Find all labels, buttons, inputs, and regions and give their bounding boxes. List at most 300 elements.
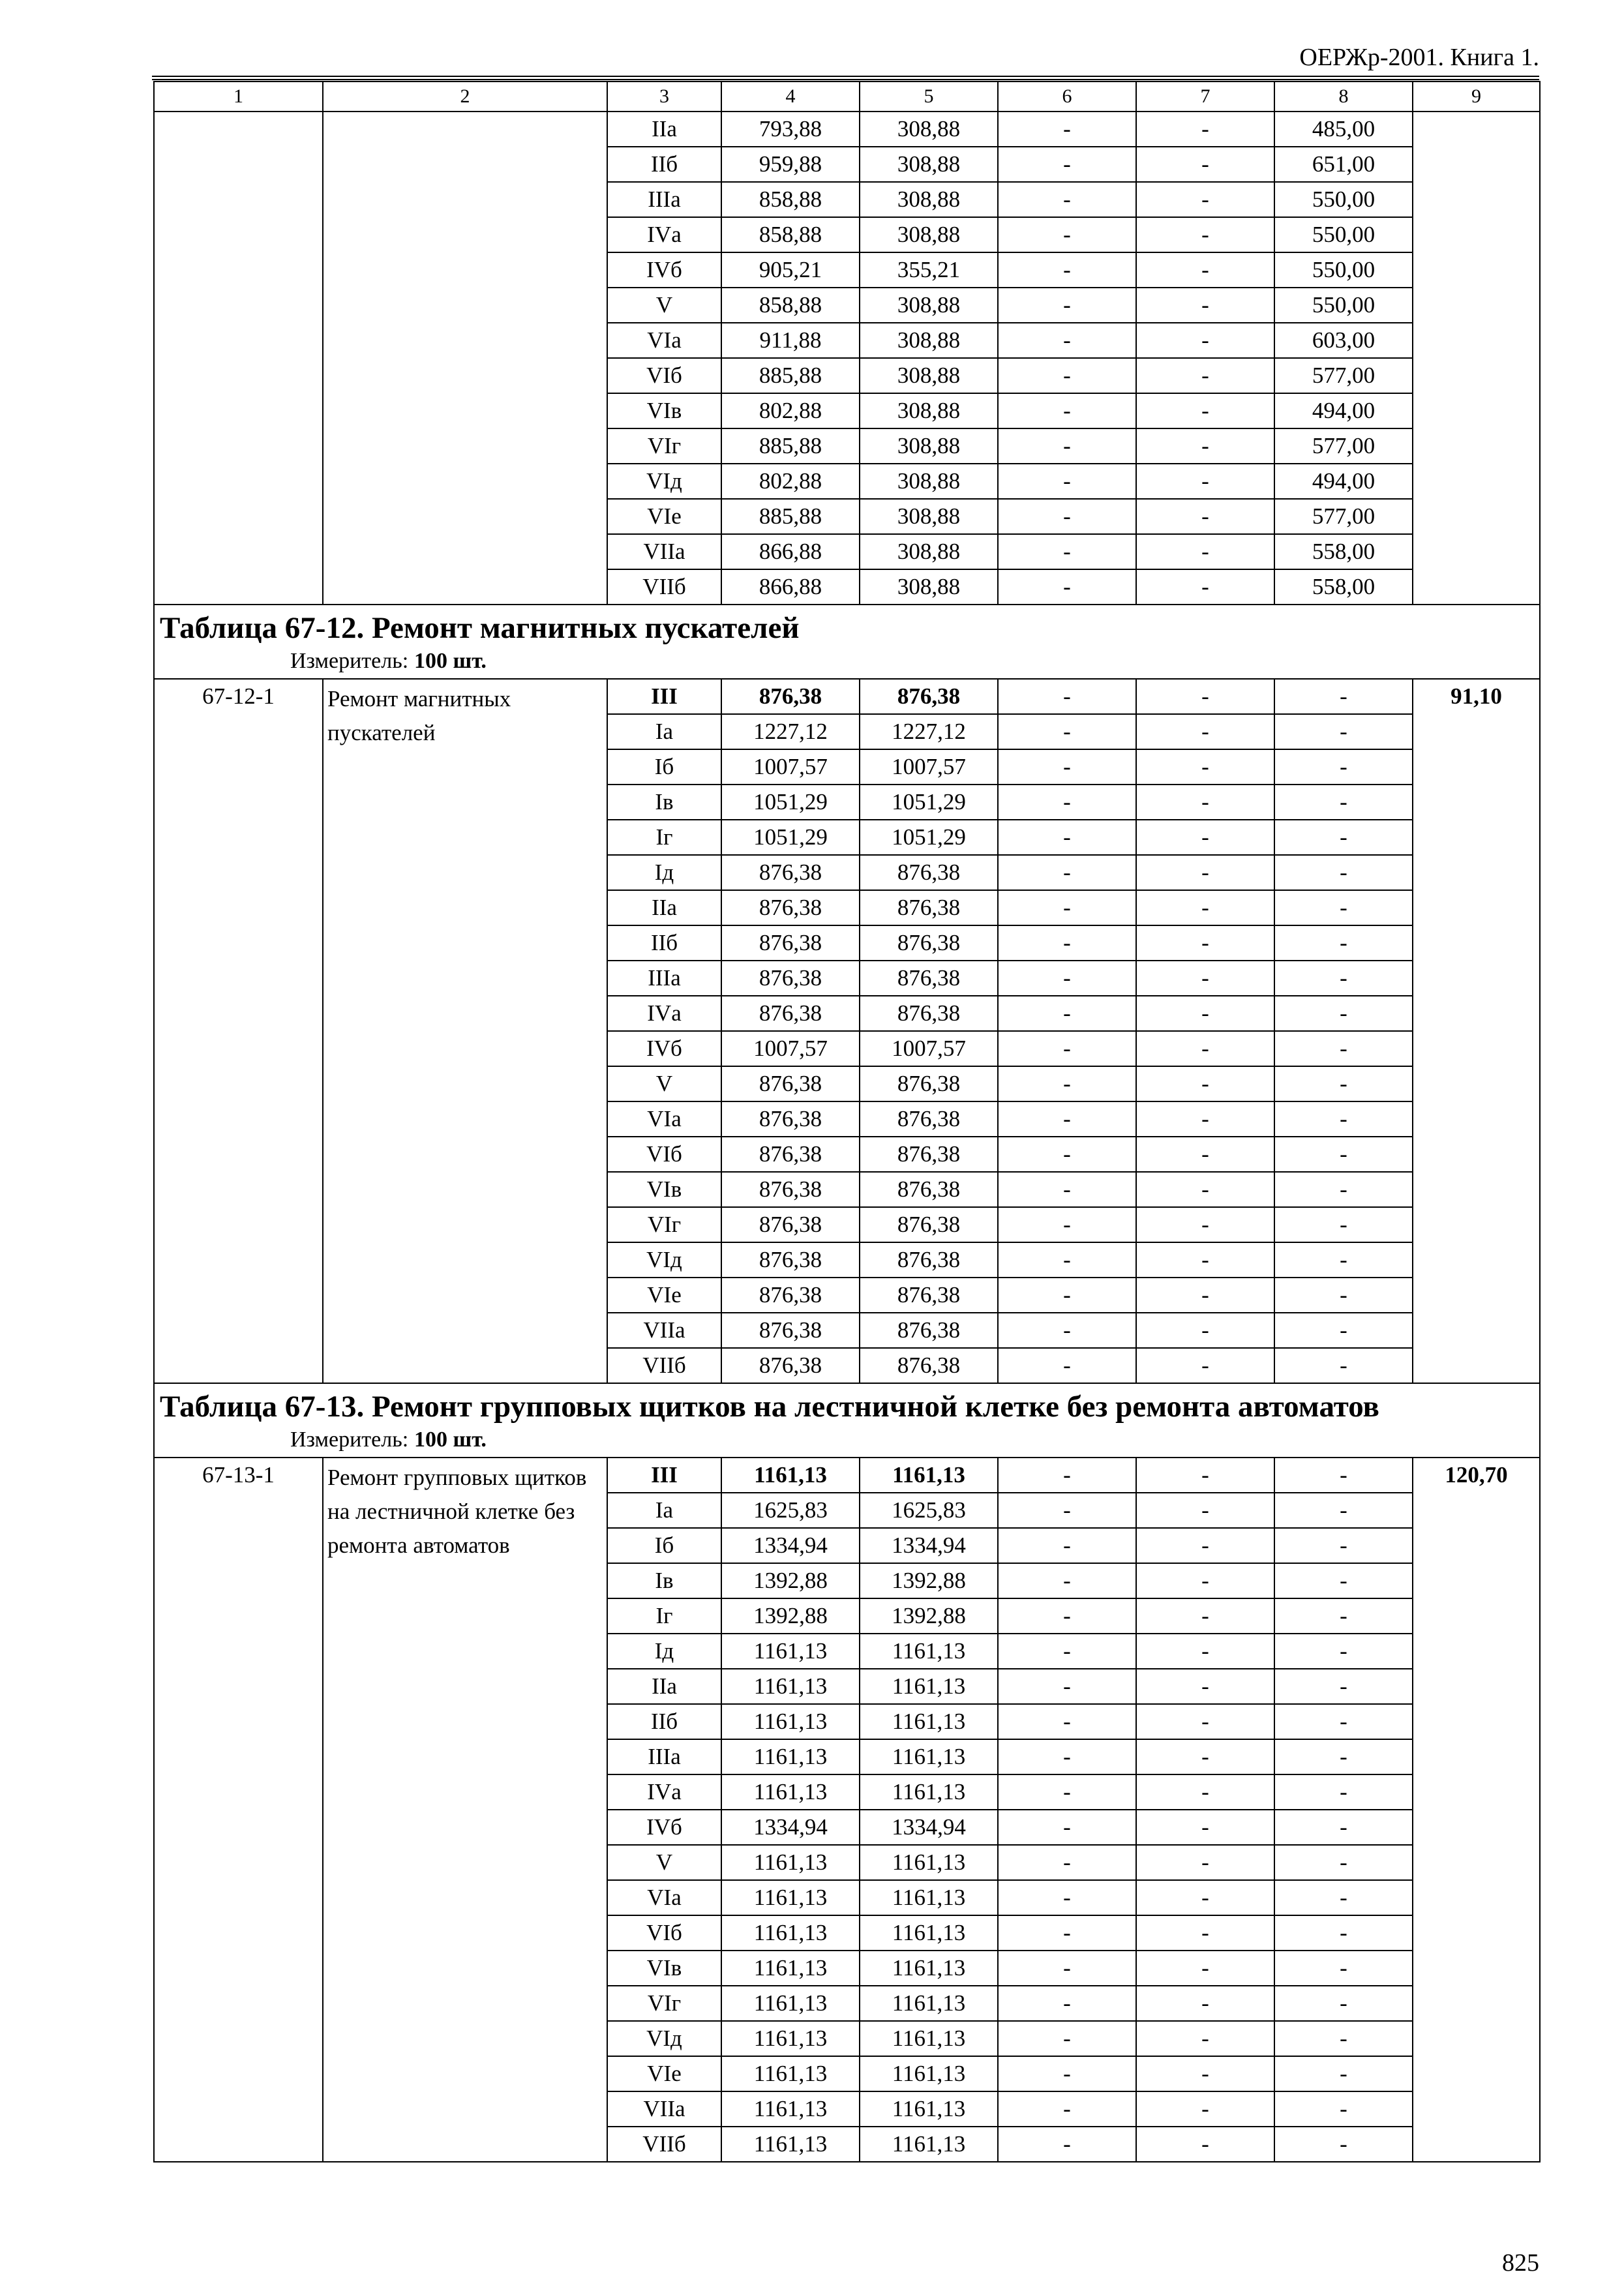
driver-wages-cell: - [1136, 890, 1274, 925]
driver-wages-cell: - [1136, 1915, 1274, 1951]
wages-cell: 308,88 [860, 147, 998, 182]
table-row [154, 679, 1540, 714]
machines-cell: - [998, 1986, 1136, 2021]
unit-line [160, 1426, 1534, 1454]
machines-cell: - [998, 1634, 1136, 1669]
materials-cell: - [1274, 1493, 1413, 1528]
driver-wages-cell: - [1136, 2091, 1274, 2127]
driver-wages-cell: - [1136, 358, 1274, 393]
driver-wages-cell: - [1136, 1137, 1274, 1172]
region-cell: IIа [607, 890, 721, 925]
materials-cell: - [1274, 1739, 1413, 1774]
region-cell: VIг [607, 428, 721, 464]
region-cell: IIIа [607, 1739, 721, 1774]
driver-wages-cell: - [1136, 1634, 1274, 1669]
driver-wages-cell: - [1136, 1845, 1274, 1880]
total-cost-cell: 1161,13 [721, 2056, 860, 2091]
wages-cell: 1161,13 [860, 2127, 998, 2162]
description-cell [323, 112, 607, 605]
table-caption-row [154, 605, 1540, 679]
column-number: 1 [154, 82, 323, 112]
driver-wages-cell: - [1136, 2056, 1274, 2091]
total-cost-cell: 1227,12 [721, 714, 860, 749]
wages-cell: 1161,13 [860, 1669, 998, 1704]
wages-cell: 1161,13 [860, 1634, 998, 1669]
total-cost-cell: 876,38 [721, 925, 860, 961]
machines-cell: - [998, 1101, 1136, 1137]
total-cost-cell: 876,38 [721, 890, 860, 925]
wages-cell: 1161,13 [860, 1915, 998, 1951]
wages-cell: 876,38 [860, 679, 998, 714]
region-cell: IIб [607, 147, 721, 182]
driver-wages-cell: - [1136, 252, 1274, 288]
wages-cell: 1161,13 [860, 1774, 998, 1810]
driver-wages-cell: - [1136, 679, 1274, 714]
column-number: 2 [323, 82, 607, 112]
document-header: ОЕРЖр-2001. Книга 1. [1299, 44, 1539, 71]
total-cost-cell: 1334,94 [721, 1528, 860, 1563]
wages-cell: 1392,88 [860, 1563, 998, 1598]
region-cell: VIIа [607, 2091, 721, 2127]
materials-cell: - [1274, 1774, 1413, 1810]
total-cost-cell: 911,88 [721, 323, 860, 358]
region-cell: VIв [607, 393, 721, 428]
total-cost-cell: 1161,13 [721, 2127, 860, 2162]
region-cell: VIа [607, 1880, 721, 1915]
machines-cell: - [998, 749, 1136, 785]
materials-cell: 603,00 [1274, 323, 1413, 358]
column-number: 8 [1274, 82, 1413, 112]
total-cost-cell: 866,88 [721, 569, 860, 605]
wages-cell: 1161,13 [860, 1986, 998, 2021]
driver-wages-cell: - [1136, 112, 1274, 147]
machines-cell: - [998, 1739, 1136, 1774]
materials-cell: - [1274, 2091, 1413, 2127]
materials-cell: 577,00 [1274, 499, 1413, 534]
wages-cell: 1161,13 [860, 1845, 998, 1880]
total-cost-cell: 1161,13 [721, 1669, 860, 1704]
wages-cell: 876,38 [860, 1313, 998, 1348]
unit-line [160, 647, 1534, 676]
machines-cell: - [998, 464, 1136, 499]
driver-wages-cell: - [1136, 1242, 1274, 1278]
driver-wages-cell: - [1136, 182, 1274, 217]
driver-wages-cell: - [1136, 961, 1274, 996]
unit-label: Измеритель: [290, 1428, 409, 1452]
materials-cell: - [1274, 1172, 1413, 1207]
materials-cell: - [1274, 1031, 1413, 1066]
driver-wages-cell: - [1136, 1066, 1274, 1101]
region-cell: IVа [607, 996, 721, 1031]
materials-cell: - [1274, 890, 1413, 925]
wages-cell: 876,38 [860, 855, 998, 890]
region-cell: IVб [607, 1031, 721, 1066]
wages-cell: 1051,29 [860, 820, 998, 855]
region-cell: Iд [607, 855, 721, 890]
machines-cell: - [998, 1458, 1136, 1493]
materials-cell: - [1274, 1986, 1413, 2021]
driver-wages-cell: - [1136, 1207, 1274, 1242]
machines-cell: - [998, 1774, 1136, 1810]
machines-cell: - [998, 2056, 1136, 2091]
code-cell: 67-12-1 [154, 679, 323, 1383]
region-cell: VIг [607, 1986, 721, 2021]
total-cost-cell: 876,38 [721, 1278, 860, 1313]
wages-cell: 1161,13 [860, 1880, 998, 1915]
region-cell: IVа [607, 217, 721, 252]
wages-cell: 1161,13 [860, 1739, 998, 1774]
materials-cell: - [1274, 1669, 1413, 1704]
machines-cell: - [998, 1313, 1136, 1348]
materials-cell: - [1274, 1313, 1413, 1348]
table-body [154, 82, 1540, 2162]
region-cell: VIIа [607, 1313, 721, 1348]
wages-cell: 1007,57 [860, 1031, 998, 1066]
wages-cell: 1161,13 [860, 2056, 998, 2091]
region-cell: Iг [607, 820, 721, 855]
driver-wages-cell: - [1136, 147, 1274, 182]
machines-cell: - [998, 679, 1136, 714]
region-cell: III [607, 1458, 721, 1493]
wages-cell: 355,21 [860, 252, 998, 288]
wages-cell: 1161,13 [860, 2091, 998, 2127]
total-cost-cell: 1161,13 [721, 1986, 860, 2021]
wages-cell: 876,38 [860, 1207, 998, 1242]
driver-wages-cell: - [1136, 1951, 1274, 1986]
materials-cell: 550,00 [1274, 252, 1413, 288]
table-row [154, 1458, 1540, 1493]
wages-cell: 308,88 [860, 112, 998, 147]
machines-cell: - [998, 2127, 1136, 2162]
materials-cell: - [1274, 1563, 1413, 1598]
machines-cell: - [998, 1207, 1136, 1242]
driver-wages-cell: - [1136, 1669, 1274, 1704]
driver-wages-cell: - [1136, 1101, 1274, 1137]
materials-cell: - [1274, 2127, 1413, 2162]
machines-cell: - [998, 1845, 1136, 1880]
table-row [154, 112, 1540, 147]
materials-cell: - [1274, 1634, 1413, 1669]
driver-wages-cell: - [1136, 855, 1274, 890]
unit-value: 100 шт. [414, 1428, 487, 1452]
page-number: 825 [1502, 2249, 1539, 2277]
materials-cell: - [1274, 1880, 1413, 1915]
driver-wages-cell: - [1136, 1704, 1274, 1739]
region-cell: IIб [607, 1704, 721, 1739]
driver-wages-cell: - [1136, 1278, 1274, 1313]
total-cost-cell: 1161,13 [721, 2021, 860, 2056]
table-caption [154, 605, 1540, 679]
materials-cell: - [1274, 1915, 1413, 1951]
machines-cell: - [998, 820, 1136, 855]
total-cost-cell: 1007,57 [721, 749, 860, 785]
machines-cell: - [998, 2091, 1136, 2127]
total-cost-cell: 885,88 [721, 499, 860, 534]
wages-cell: 308,88 [860, 358, 998, 393]
region-cell: IIIа [607, 961, 721, 996]
region-cell: VIIб [607, 2127, 721, 2162]
materials-cell: - [1274, 820, 1413, 855]
materials-cell: 577,00 [1274, 428, 1413, 464]
driver-wages-cell: - [1136, 288, 1274, 323]
region-cell: V [607, 288, 721, 323]
driver-wages-cell: - [1136, 569, 1274, 605]
wages-cell: 876,38 [860, 1242, 998, 1278]
machines-cell: - [998, 569, 1136, 605]
machines-cell: - [998, 1172, 1136, 1207]
region-cell: VIIа [607, 534, 721, 569]
machines-cell: - [998, 1137, 1136, 1172]
wages-cell: 308,88 [860, 288, 998, 323]
total-cost-cell: 1625,83 [721, 1493, 860, 1528]
wages-cell: 1334,94 [860, 1810, 998, 1845]
column-number: 4 [721, 82, 860, 112]
machines-cell: - [998, 1528, 1136, 1563]
driver-wages-cell: - [1136, 1313, 1274, 1348]
materials-cell: - [1274, 1810, 1413, 1845]
materials-cell: 558,00 [1274, 569, 1413, 605]
materials-cell: - [1274, 1207, 1413, 1242]
driver-wages-cell: - [1136, 2127, 1274, 2162]
machines-cell: - [998, 1880, 1136, 1915]
machines-cell: - [998, 1278, 1136, 1313]
region-cell: VIб [607, 1137, 721, 1172]
region-cell: Iа [607, 1493, 721, 1528]
machines-cell: - [998, 112, 1136, 147]
table-title: Таблица 67-12. Ремонт магнитных пускателей [160, 611, 800, 645]
total-cost-cell: 858,88 [721, 182, 860, 217]
total-cost-cell: 876,38 [721, 1242, 860, 1278]
region-cell: IIа [607, 112, 721, 147]
driver-wages-cell: - [1136, 464, 1274, 499]
description-cell: Ремонт магнитных пускателей [323, 679, 607, 1383]
total-cost-cell: 876,38 [721, 1207, 860, 1242]
region-cell: V [607, 1066, 721, 1101]
driver-wages-cell: - [1136, 749, 1274, 785]
region-cell: Iд [607, 1634, 721, 1669]
driver-wages-cell: - [1136, 1172, 1274, 1207]
region-cell: IVб [607, 1810, 721, 1845]
materials-cell: 550,00 [1274, 288, 1413, 323]
wages-cell: 1161,13 [860, 1704, 998, 1739]
wages-cell: 1334,94 [860, 1528, 998, 1563]
wages-cell: 876,38 [860, 1101, 998, 1137]
total-cost-cell: 876,38 [721, 961, 860, 996]
driver-wages-cell: - [1136, 714, 1274, 749]
wages-cell: 876,38 [860, 1348, 998, 1383]
region-cell: Iв [607, 1563, 721, 1598]
materials-cell: 651,00 [1274, 147, 1413, 182]
region-cell: VIе [607, 499, 721, 534]
total-cost-cell: 1051,29 [721, 820, 860, 855]
total-cost-cell: 876,38 [721, 1313, 860, 1348]
total-cost-cell: 1161,13 [721, 1634, 860, 1669]
driver-wages-cell: - [1136, 1563, 1274, 1598]
region-cell: IIб [607, 925, 721, 961]
machines-cell: - [998, 393, 1136, 428]
materials-cell: - [1274, 1951, 1413, 1986]
driver-wages-cell: - [1136, 323, 1274, 358]
total-cost-cell: 876,38 [721, 855, 860, 890]
materials-cell: - [1274, 1242, 1413, 1278]
materials-cell: - [1274, 1348, 1413, 1383]
machines-cell: - [998, 1951, 1136, 1986]
materials-cell: 558,00 [1274, 534, 1413, 569]
total-cost-cell: 885,88 [721, 358, 860, 393]
wages-cell: 876,38 [860, 925, 998, 961]
region-cell: VIIб [607, 1348, 721, 1383]
wages-cell: 308,88 [860, 534, 998, 569]
total-cost-cell: 1161,13 [721, 1915, 860, 1951]
wages-cell: 308,88 [860, 182, 998, 217]
wages-cell: 876,38 [860, 996, 998, 1031]
machines-cell: - [998, 252, 1136, 288]
wages-cell: 308,88 [860, 499, 998, 534]
machines-cell: - [998, 1598, 1136, 1634]
driver-wages-cell: - [1136, 1986, 1274, 2021]
materials-cell: - [1274, 1458, 1413, 1493]
region-cell: III [607, 679, 721, 714]
machines-cell: - [998, 890, 1136, 925]
materials-cell: - [1274, 1137, 1413, 1172]
table-caption-row [154, 1383, 1540, 1458]
driver-wages-cell: - [1136, 996, 1274, 1031]
rates-table [153, 81, 1541, 2162]
machines-cell: - [998, 1704, 1136, 1739]
wages-cell: 876,38 [860, 1137, 998, 1172]
driver-wages-cell: - [1136, 393, 1274, 428]
total-cost-cell: 1392,88 [721, 1598, 860, 1634]
materials-cell: - [1274, 2021, 1413, 2056]
machines-cell: - [998, 428, 1136, 464]
total-cost-cell: 866,88 [721, 534, 860, 569]
region-cell: VIе [607, 2056, 721, 2091]
materials-cell: - [1274, 1278, 1413, 1313]
materials-cell: - [1274, 925, 1413, 961]
materials-cell: 485,00 [1274, 112, 1413, 147]
region-cell: V [607, 1845, 721, 1880]
driver-wages-cell: - [1136, 1598, 1274, 1634]
total-cost-cell: 1161,13 [721, 1845, 860, 1880]
machines-cell: - [998, 996, 1136, 1031]
total-cost-cell: 1161,13 [721, 1880, 860, 1915]
column-number: 3 [607, 82, 721, 112]
machines-cell: - [998, 1066, 1136, 1101]
total-cost-cell: 885,88 [721, 428, 860, 464]
materials-cell: - [1274, 785, 1413, 820]
wages-cell: 308,88 [860, 428, 998, 464]
machines-cell: - [998, 1031, 1136, 1066]
header-rule [152, 76, 1539, 80]
materials-cell: 494,00 [1274, 393, 1413, 428]
total-cost-cell: 1161,13 [721, 1704, 860, 1739]
materials-cell: - [1274, 1101, 1413, 1137]
wages-cell: 1161,13 [860, 2021, 998, 2056]
machines-cell: - [998, 855, 1136, 890]
materials-cell: - [1274, 749, 1413, 785]
total-cost-cell: 876,38 [721, 679, 860, 714]
column-number: 9 [1413, 82, 1540, 112]
region-cell: VIIб [607, 569, 721, 605]
wages-cell: 1392,88 [860, 1598, 998, 1634]
region-cell: VIб [607, 358, 721, 393]
total-cost-cell: 802,88 [721, 464, 860, 499]
wages-cell: 1161,13 [860, 1458, 998, 1493]
wages-cell: 1227,12 [860, 714, 998, 749]
machines-cell: - [998, 1669, 1136, 1704]
wages-cell: 876,38 [860, 961, 998, 996]
materials-cell: - [1274, 1598, 1413, 1634]
total-cost-cell: 1161,13 [721, 1951, 860, 1986]
materials-cell: - [1274, 679, 1413, 714]
region-cell: Iб [607, 1528, 721, 1563]
machines-cell: - [998, 499, 1136, 534]
description-cell: Ремонт групповых щитков на лестничной клетке без ремонта автоматов [323, 1458, 607, 2162]
region-cell: VIг [607, 1207, 721, 1242]
total-cost-cell: 876,38 [721, 996, 860, 1031]
driver-wages-cell: - [1136, 217, 1274, 252]
region-cell: VIв [607, 1172, 721, 1207]
materials-cell: - [1274, 2056, 1413, 2091]
driver-wages-cell: - [1136, 1774, 1274, 1810]
materials-cell: - [1274, 1704, 1413, 1739]
driver-wages-cell: - [1136, 1348, 1274, 1383]
column-number-row [154, 82, 1540, 112]
region-cell: Iа [607, 714, 721, 749]
total-cost-cell: 1161,13 [721, 1774, 860, 1810]
region-cell: IIа [607, 1669, 721, 1704]
wages-cell: 308,88 [860, 217, 998, 252]
wages-cell: 308,88 [860, 393, 998, 428]
materials-cell: - [1274, 1845, 1413, 1880]
wages-cell: 308,88 [860, 464, 998, 499]
driver-wages-cell: - [1136, 534, 1274, 569]
total-cost-cell: 876,38 [721, 1101, 860, 1137]
machines-cell: - [998, 1563, 1136, 1598]
labor-cell: 120,70 [1413, 1458, 1540, 2162]
region-cell: Iв [607, 785, 721, 820]
machines-cell: - [998, 925, 1136, 961]
materials-cell: - [1274, 1066, 1413, 1101]
machines-cell: - [998, 182, 1136, 217]
machines-cell: - [998, 714, 1136, 749]
total-cost-cell: 1161,13 [721, 1458, 860, 1493]
region-cell: VIв [607, 1951, 721, 1986]
wages-cell: 876,38 [860, 1278, 998, 1313]
driver-wages-cell: - [1136, 2021, 1274, 2056]
driver-wages-cell: - [1136, 925, 1274, 961]
machines-cell: - [998, 217, 1136, 252]
column-number: 6 [998, 82, 1136, 112]
materials-cell: - [1274, 961, 1413, 996]
column-number: 5 [860, 82, 998, 112]
region-cell: VIд [607, 464, 721, 499]
wages-cell: 876,38 [860, 890, 998, 925]
materials-cell: - [1274, 1528, 1413, 1563]
region-cell: VIд [607, 1242, 721, 1278]
code-cell [154, 112, 323, 605]
code-cell: 67-13-1 [154, 1458, 323, 2162]
region-cell: VIд [607, 2021, 721, 2056]
region-cell: VIа [607, 323, 721, 358]
total-cost-cell: 793,88 [721, 112, 860, 147]
total-cost-cell: 959,88 [721, 147, 860, 182]
total-cost-cell: 1051,29 [721, 785, 860, 820]
machines-cell: - [998, 147, 1136, 182]
column-number: 7 [1136, 82, 1274, 112]
unit-label: Измеритель: [290, 649, 409, 673]
table-title: Таблица 67-13. Ремонт групповых щитков на лестничной клетке без ремонта автоматов [160, 1390, 1379, 1424]
